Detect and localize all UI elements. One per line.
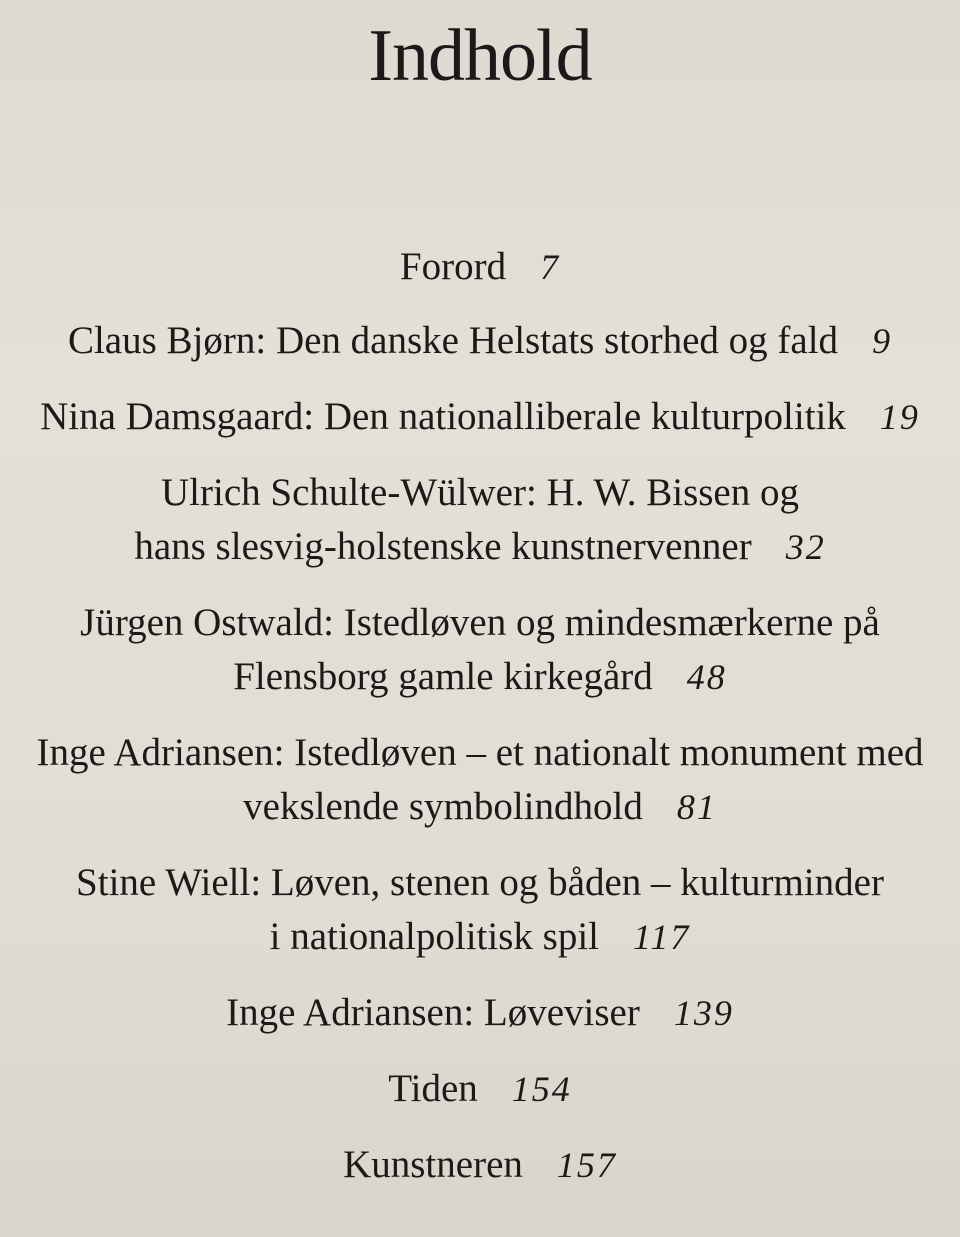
page-number: 139 xyxy=(673,993,734,1033)
toc-entry xyxy=(0,596,960,704)
entry-title-continued: Flensborg gamle kirkegård xyxy=(233,655,653,698)
toc-entry xyxy=(0,1138,960,1192)
page-number: 157 xyxy=(556,1145,617,1185)
table-of-contents xyxy=(0,240,960,1214)
page-title: Indhold xyxy=(368,15,592,97)
page-number: 154 xyxy=(511,1069,572,1109)
toc-entry xyxy=(0,726,960,834)
entry-title: Claus Bjørn: Den danske Helstats storhed og fald xyxy=(67,319,839,362)
entry-title: Kunstneren xyxy=(343,1143,523,1186)
entry-title: Ulrich Schulte-Wülwer: H. W. Bissen og xyxy=(161,471,799,514)
entry-title: Inge Adriansen: Løveviser xyxy=(226,991,640,1034)
entry-title-continued: vekslende symbolindhold xyxy=(243,785,643,828)
entry-title-continued: hans slesvig-holstenske kunstnervenner xyxy=(134,525,752,568)
entry-title: Stine Wiell: Løven, stenen og båden – kulturminder xyxy=(76,861,884,904)
entry-title: Jürgen Ostwald: Istedløven og mindesmærkerne på xyxy=(80,601,880,644)
entry-title-continued: i nationalpolitisk spil xyxy=(269,915,599,958)
page-number: 7 xyxy=(540,247,561,287)
toc-entry xyxy=(0,466,960,574)
entry-title: Tiden xyxy=(388,1067,478,1110)
toc-entry xyxy=(0,314,960,368)
toc-entry xyxy=(0,390,960,444)
toc-entry xyxy=(0,240,960,294)
toc-entry xyxy=(0,1062,960,1116)
page-number: 117 xyxy=(633,917,691,957)
page-number: 81 xyxy=(676,787,717,827)
entry-title: Inge Adriansen: Istedløven – et nationalt monument med xyxy=(36,731,924,774)
page-number: 32 xyxy=(785,527,826,567)
page-number: 19 xyxy=(879,397,920,437)
entry-title: Forord xyxy=(399,245,507,288)
page-number: 9 xyxy=(872,321,893,361)
toc-entry xyxy=(0,856,960,964)
toc-entry xyxy=(0,986,960,1040)
page-number: 48 xyxy=(686,657,727,697)
entry-title: Nina Damsgaard: Den nationalliberale kulturpolitik xyxy=(40,395,846,438)
